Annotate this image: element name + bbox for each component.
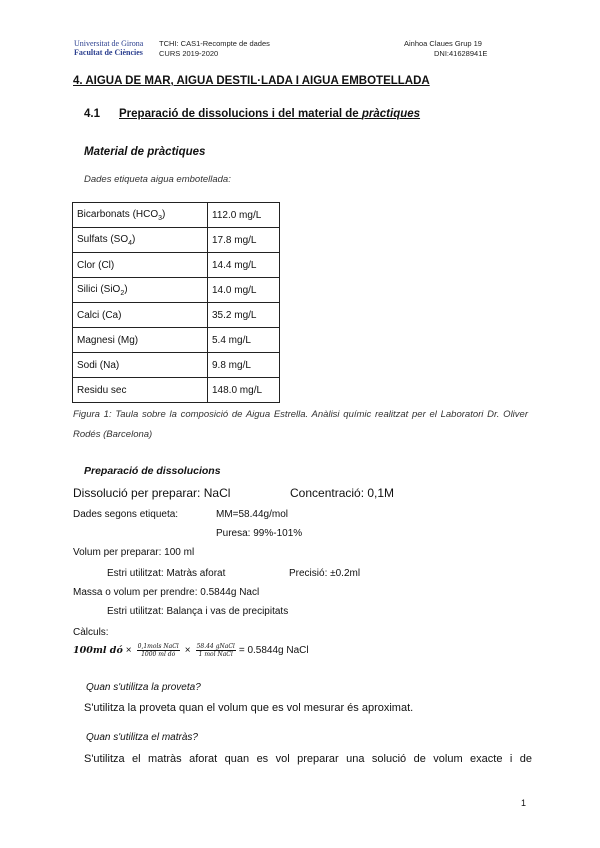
- component-value: 112.0 mg/L: [208, 203, 280, 228]
- question-matras: Quan s'utilitza el matràs?: [86, 732, 198, 743]
- component-value: 35.2 mg/L: [208, 303, 280, 328]
- mass-tool: Estri utilitzat: Balança i vas de precipitats: [107, 606, 289, 617]
- calc-lead: 100ml dó: [73, 645, 123, 656]
- composition-table: [72, 202, 280, 403]
- component-name-cell: [73, 203, 208, 228]
- author-dni: DNI:41628941E: [434, 49, 488, 58]
- calc-label: Càlculs:: [73, 627, 109, 638]
- university-logo-line1: Universitat de Girona: [74, 39, 144, 48]
- university-logo-line2: Facultat de Ciències: [74, 48, 143, 57]
- label-data-title: Dades segons etiqueta:: [73, 509, 179, 520]
- course-year: CURS 2019-2020: [159, 49, 219, 58]
- question-proveta: Quan s'utilitza la proveta?: [86, 682, 201, 693]
- table-row: [73, 303, 280, 328]
- component-name: Silici (SiO: [77, 283, 121, 295]
- calc-formula: [73, 643, 309, 658]
- label-caption: Dades etiqueta aigua embotellada:: [84, 174, 231, 185]
- volume-label: Volum per preparar: 100 ml: [73, 547, 195, 558]
- component-close-paren: ): [132, 233, 136, 245]
- component-value: 17.8 mg/L: [208, 228, 280, 253]
- course-title: TCHI: CAS1-Recompte de dades: [159, 39, 270, 48]
- volume-precision: Precisió: ±0.2ml: [289, 568, 361, 579]
- fraction-2-num: 58.44 gNaCl: [196, 643, 235, 650]
- molar-mass: MM=58.44g/mol: [216, 509, 288, 520]
- table-row: [73, 228, 280, 253]
- component-name-cell: [73, 253, 208, 278]
- component-value: 14.4 mg/L: [208, 253, 280, 278]
- answer-proveta: S'utilitza la proveta quan el volum que es vol mesurar és aproximat.: [84, 702, 414, 714]
- page-number: 1: [521, 798, 527, 808]
- answer-matras: S'utilitza el matràs aforat quan es vol preparar una solució de volum exacte i de: [84, 753, 532, 765]
- component-value: 14.0 mg/L: [208, 278, 280, 303]
- purity: Puresa: 99%-101%: [216, 528, 303, 539]
- subsection-number: 4.1: [84, 108, 100, 120]
- table-row: [73, 353, 280, 378]
- calc-result: = 0.5844g NaCl: [238, 645, 309, 656]
- material-heading: Material de pràctiques: [84, 146, 206, 158]
- table-row: [73, 253, 280, 278]
- component-subscript: 4: [128, 239, 133, 247]
- component-value: 148.0 mg/L: [208, 378, 280, 403]
- fraction-1-num: 0,1mols NaCl: [137, 643, 179, 650]
- component-name-cell: [73, 278, 208, 303]
- concentration-label: Concentració: 0,1M: [290, 486, 395, 500]
- prep-heading: Preparació de dissolucions: [84, 465, 221, 477]
- component-name-cell: [73, 328, 208, 353]
- component-name-cell: [73, 303, 208, 328]
- component-name-cell: [73, 378, 208, 403]
- table-row: [73, 378, 280, 403]
- fraction-2-den: 1 mol NaCl: [198, 651, 233, 658]
- fraction-1-den: 1000 ml dó: [141, 651, 176, 658]
- component-name: Calci (Ca): [77, 309, 122, 321]
- component-close-paren: ): [124, 283, 128, 295]
- times-sign-2: ×: [184, 645, 191, 656]
- fraction-1: [137, 643, 180, 658]
- component-subscript: 3: [158, 214, 163, 222]
- component-subscript: 2: [120, 289, 125, 297]
- component-name: Clor (Cl): [77, 259, 115, 271]
- component-name-cell: [73, 228, 208, 253]
- component-name: Magnesi (Mg): [77, 334, 139, 346]
- author-name: Ainhoa Claues Grup 19: [404, 39, 482, 48]
- times-sign-1: ×: [125, 645, 132, 656]
- fraction-2: [196, 643, 236, 658]
- dissolution-label: Dissolució per preparar: NaCl: [73, 486, 231, 500]
- table-row: [73, 328, 280, 353]
- table-row: [73, 278, 280, 303]
- figure-caption: Figura 1: Taula sobre la composició de Aigua Estrella. Anàlisi químic realitzat per el Laboratori Dr. Oliver Rodés (Barcelona): [73, 409, 528, 440]
- volume-tool: Estri utilitzat: Matràs aforat: [107, 568, 226, 579]
- component-close-paren: ): [162, 208, 166, 220]
- component-value: 5.4 mg/L: [208, 328, 280, 353]
- section-title: 4. AIGUA DE MAR, AIGUA DESTIL·LADA I AIGUA EMBOTELLADA: [73, 75, 430, 87]
- component-name: Bicarbonats (HCO: [77, 208, 159, 220]
- subsection-title: Preparació de dissolucions i del material de pràctiques: [119, 108, 421, 120]
- mass-label: Massa o volum per prendre: 0.5844g Nacl: [73, 587, 260, 598]
- component-name: Residu sec: [77, 384, 127, 396]
- component-name: Sulfats (SO: [77, 233, 129, 245]
- component-name-cell: [73, 353, 208, 378]
- component-name: Sodi (Na): [77, 359, 120, 371]
- table-row: [73, 203, 280, 228]
- component-value: 9.8 mg/L: [208, 353, 280, 378]
